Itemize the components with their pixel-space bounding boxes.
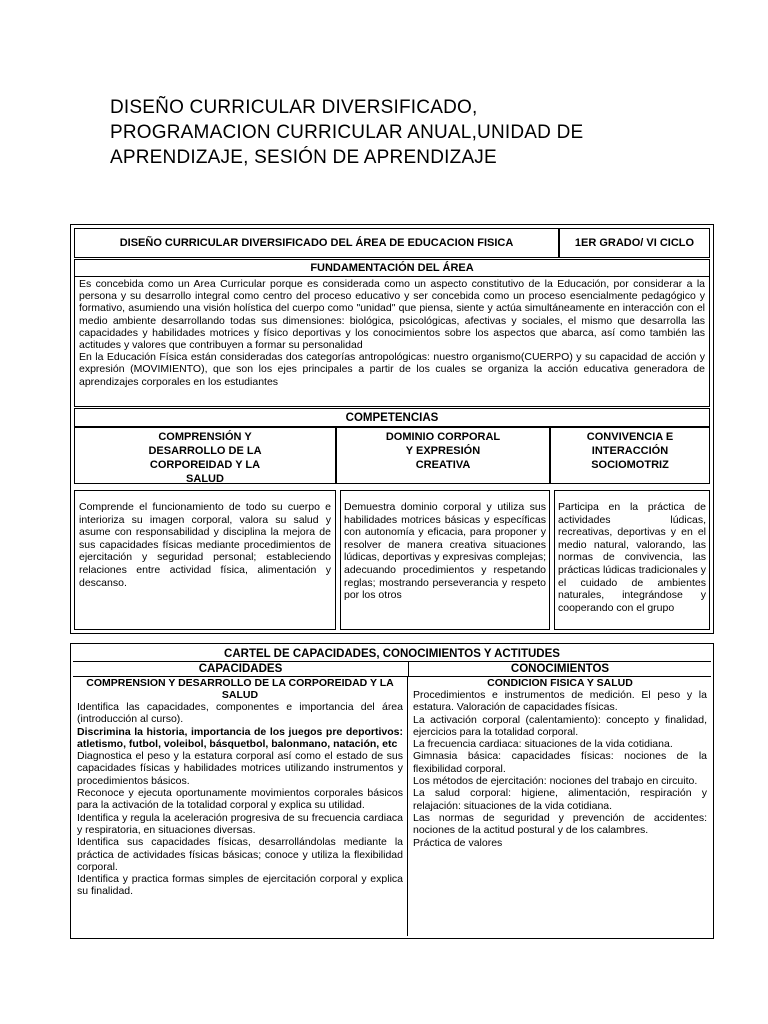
- list-item: Discrimina la historia, importancia de los juegos pre deportivos: atletismo, futbol, voleibol, básquetbol, balonmano, natación, etc: [77, 725, 403, 750]
- competencia-name: COMPRENSIÓN Y: [158, 431, 252, 443]
- competencia-name-cell: [336, 427, 550, 484]
- competencia-text: Demuestra dominio corporal y utiliza sus habilidades motrices básicas y específicas con autonomía y eficacia, para proponer y resolver de manera creativa situaciones lúdicas, deportivas y expresivas complejas; adecuando procedimientos y respetando reglas; mostrando perseverancia y respeto por los otros: [344, 501, 546, 602]
- list-item: La activación corporal (calentamiento): concepto y finalidad, ejercicios para la totalidad corporal.: [413, 713, 707, 738]
- table-heading-cell: [74, 228, 559, 258]
- list-item: Diagnostica el peso y la estatura corporal así como el estado de sus capacidades físicas y habilidades motrices utilizando instrumentos y procedimientos básicos.: [77, 750, 403, 787]
- list-item: La salud corporal: higiene, alimentación, respiración y relajación: situaciones de la vida cotidiana.: [413, 787, 707, 812]
- competencia-name: Y EXPRESIÓN: [405, 445, 481, 457]
- capacidades-column: [73, 677, 408, 936]
- cartel-title-row: [73, 646, 711, 662]
- competencia-name-cell: [550, 427, 710, 484]
- competencia-name: SOCIOMOTRIZ: [591, 459, 669, 471]
- list-item: Las normas de seguridad y prevención de accidentes: nociones de la actitud postural y de los calambres.: [413, 811, 707, 837]
- list-item: Identifica y practica formas simples de ejercitación corporal y explica su finalidad.: [77, 873, 403, 898]
- capacidades-subtitle: COMPRENSION Y DESARROLLO DE LA CORPOREIDAD Y LA SALUD: [86, 677, 394, 701]
- list-item: Los métodos de ejercitación: nociones del trabajo en circuito.: [413, 775, 698, 788]
- list-item: Reconoce y ejecuta oportunamente movimientos corporales básicos para la activación de la totalidad corporal y explica su utilidad.: [77, 787, 403, 812]
- competencia-name-cell: [74, 427, 336, 484]
- title-line: APRENDIZAJE, SESIÓN DE APRENDIZAJE: [110, 147, 497, 168]
- curriculum-table: [70, 224, 714, 634]
- title-line: DISEÑO CURRICULAR DIVERSIFICADO,: [110, 97, 478, 118]
- document-title: [110, 95, 710, 170]
- table-heading: DISEÑO CURRICULAR DIVERSIFICADO DEL ÁREA DE EDUCACION FISICA: [119, 237, 514, 249]
- competencias-header: [74, 408, 710, 427]
- competencia-name: INTERACCIÓN: [591, 445, 669, 457]
- competencia-name: DOMINIO CORPORAL: [385, 431, 501, 443]
- list-item: La frecuencia cardiaca: situaciones de la vida cotidiana.: [413, 738, 673, 751]
- capacidades-title: CAPACIDADES: [198, 663, 283, 675]
- competencia-text: Comprende el funcionamiento de todo su cuerpo e interioriza su imagen corporal, valora su salud y asume con responsabilidad y disciplina la mejora de sus capacidades físicas mediante procedimientos de ejercitación y seguridad personal; estableciendo relaciones entre actividad física, alimentación y descanso.: [79, 501, 331, 589]
- competencia-name: CREATIVA: [415, 459, 471, 471]
- cartel-table: [70, 643, 714, 939]
- competencia-text-cell: [74, 490, 336, 630]
- fundamentacion-paragraph: Es concebida como un Area Curricular porque es considerada como un aspecto constitutivo de la Educación, por considerar a la persona y su desarrollo integral como centro del proceso educativo y ser concebida como un proceso esencialmente pedagógico y formativo, asumiendo una visión holística del cuerpo como "unidad" que piensa, siente y actúa simultáneamente en interacción con el medio ambiente desarrollando todas sus dimensiones: biológica, psicológicas, afectivas y sociales, el mismo que desarrolla las capacidades y habilidades motrices y físico deportivas y los conocimientos sobre los aspectos que abarca, así como también las actitudes y valores que contribuyen a formar su personalidad: [79, 278, 705, 352]
- conocimientos-title: CONOCIMIENTOS: [510, 663, 610, 675]
- list-item: Identifica sus capacidades físicas, desarrollándolas mediante la práctica de actividades físicas básicas; conoce y utiliza la flexibilidad corporal.: [77, 836, 403, 873]
- fundamentacion-paragraph: En la Educación Física están consideradas dos categorías antropológicas: nuestro organismo(CUERPO) y su capacidad de acción y expresión (MOVIMIENTO), que son los ejes principales a partir de los cuales se organiza la acción educativa generadora de aprendizajes corporales en los estudiantes: [79, 351, 705, 388]
- list-item: Práctica de valores: [413, 836, 503, 849]
- competencia-text-cell: [554, 490, 710, 630]
- competencia-name: CORPOREIDAD Y LA: [149, 459, 261, 471]
- competencia-name: DESARROLLO DE LA: [148, 445, 262, 457]
- cartel-title: CARTEL DE CAPACIDADES, CONOCIMIENTOS Y ACTITUDES: [224, 647, 560, 660]
- competencia-text-cell: [340, 490, 550, 630]
- list-item: Identifica y regula la aceleración progresiva de su frecuencia cardiaca y respiratoria, en situaciones diversas.: [77, 811, 403, 836]
- conocimientos-header: [409, 662, 711, 677]
- capacidades-header: [73, 662, 409, 677]
- list-item: Gimnasia básica: capacidades físicas: nociones de la flexibilidad corporal.: [413, 750, 707, 775]
- conocimientos-subtitle: CONDICION FISICA Y SALUD: [487, 677, 633, 689]
- list-item: Identifica las capacidades, componentes e importancia del área (introducción al curso).: [77, 701, 403, 726]
- fundamentacion-section: [74, 259, 710, 407]
- competencias-title: COMPETENCIAS: [345, 411, 439, 424]
- conocimientos-column: [409, 677, 711, 936]
- title-line: PROGRAMACION CURRICULAR ANUAL,UNIDAD DE: [110, 122, 584, 143]
- grade-cell: [559, 228, 710, 258]
- grade-label: 1ER GRADO/ VI CICLO: [574, 237, 695, 249]
- list-item: Procedimientos e instrumentos de medición. El peso y la estatura. Valoración de capacidades físicas.: [413, 689, 707, 714]
- competencia-name: SALUD: [186, 473, 224, 485]
- fundamentacion-title: FUNDAMENTACIÓN DEL ÁREA: [310, 262, 474, 274]
- competencia-text: Participa en la práctica de actividades lúdicas, recreativas, deportivas y en el medio natural, valorando, las normas de convivencia, las prácticas lúdicas tradicionales y el cuidado de ambientes naturales, integrándose y cooperando con el grupo: [558, 501, 706, 614]
- competencia-name: CONVIVENCIA E: [586, 431, 674, 443]
